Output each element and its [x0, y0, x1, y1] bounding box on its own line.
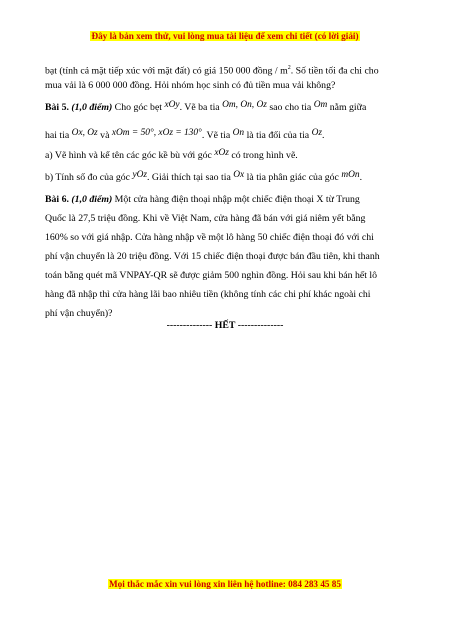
text: . Giải thích tại sao tia [147, 172, 231, 183]
math-Ox: Ox [233, 170, 245, 180]
bai6-line-2: Quốc là 27,5 triệu đồng. Khi về Việt Nam, cửa hàng đã bán với giá niêm yết bằng [45, 213, 366, 224]
bai6-line-7: phí vận chuyển)? [45, 308, 113, 319]
math-angles: xOm = 50°, xOz = 130° [111, 128, 202, 138]
text: . Vẽ tia [201, 130, 231, 141]
text: có trong hình vẽ. [231, 150, 298, 161]
text: sao cho tia [269, 102, 312, 113]
math-xOz: xOz [214, 148, 229, 158]
superscript: 2 [287, 65, 291, 71]
bai6-line-5: toán bằng quét mã VNPAY-QR sẽ được giảm 500 nghìn đồng. Hỏi sau khi bán hết lô [45, 270, 378, 281]
text: và [100, 130, 110, 141]
text: Cho góc bẹt [114, 102, 163, 113]
math-OxOz: Ox, Oz [71, 128, 98, 138]
bai5-part-b [45, 172, 415, 184]
bai6-line-3: 160% so với giá nhập. Cửa hàng nhập về một lô hàng 50 chiếc điện thoại đó với chi [45, 232, 374, 243]
text: a) Vẽ hình và kể tên các góc kề bù với góc [45, 150, 212, 161]
bai5-line-2 [45, 130, 415, 142]
text: là tia đối của tia [246, 130, 310, 141]
text: nằm giữa [329, 102, 367, 113]
bai6-line-4: phí vận chuyển là 20 triệu đồng. Với 15 chiếc điện thoại được bán đầu tiên, khi thanh [45, 251, 380, 262]
bai5-points: (1,0 điểm) [71, 102, 113, 113]
bai5-part-a [45, 150, 415, 162]
text: . Vẽ ba tia [179, 102, 220, 113]
math-On: On [232, 128, 245, 138]
bai6-line-1 [45, 194, 415, 206]
intro-line-2: mua vải là 6 000 000 đồng. Hỏi nhóm học sinh có đủ tiền mua vải không? [45, 80, 336, 91]
math-rays: Om, On, Oz [222, 100, 267, 110]
math-mOn: mOn [341, 170, 360, 180]
bai5-line-1 [45, 102, 415, 114]
bai6-points: (1,0 điểm) [71, 194, 113, 205]
preview-banner [0, 31, 450, 41]
end-marker: -------------- HẾT -------------- [166, 320, 284, 331]
math-Oz: Oz [311, 128, 323, 138]
math-yOz: yOz [132, 170, 148, 180]
text: . [322, 130, 325, 141]
bai5-label: Bài 5. [45, 102, 69, 113]
text: Một cửa hàng điện thoại nhập một chiếc điện thoại X từ Trung [114, 194, 360, 205]
preview-banner-text: Đây là bản xem thử, vui lòng mua tài liệu để xem chi tiết (có lời giải) [91, 31, 359, 41]
hotline-banner [0, 579, 450, 589]
text: b) Tính số đo của góc [45, 172, 130, 183]
text: . [359, 172, 363, 183]
math-xOy: xOy [164, 100, 180, 110]
hotline-banner-text: Mọi thắc mắc xin vui lòng xin liên hệ hotline: 084 283 45 85 [109, 579, 341, 589]
intro-text: bạt (tính cả mặt tiếp xúc với mặt đất) có giá 150 000 đồng / m [45, 65, 288, 77]
text: hai tia [45, 130, 70, 141]
intro-line-1 [45, 62, 415, 77]
intro-text: . Số tiền tối đa chi cho [290, 65, 379, 77]
text: là tia phân giác của góc [246, 172, 339, 183]
math-Om: Om [313, 100, 328, 110]
bai6-line-6: hàng đã nhập thì cửa hàng lãi bao nhiêu tiền (không tính các chi phí khác ngoài chi [45, 289, 371, 300]
bai6-label: Bài 6. [45, 194, 69, 205]
